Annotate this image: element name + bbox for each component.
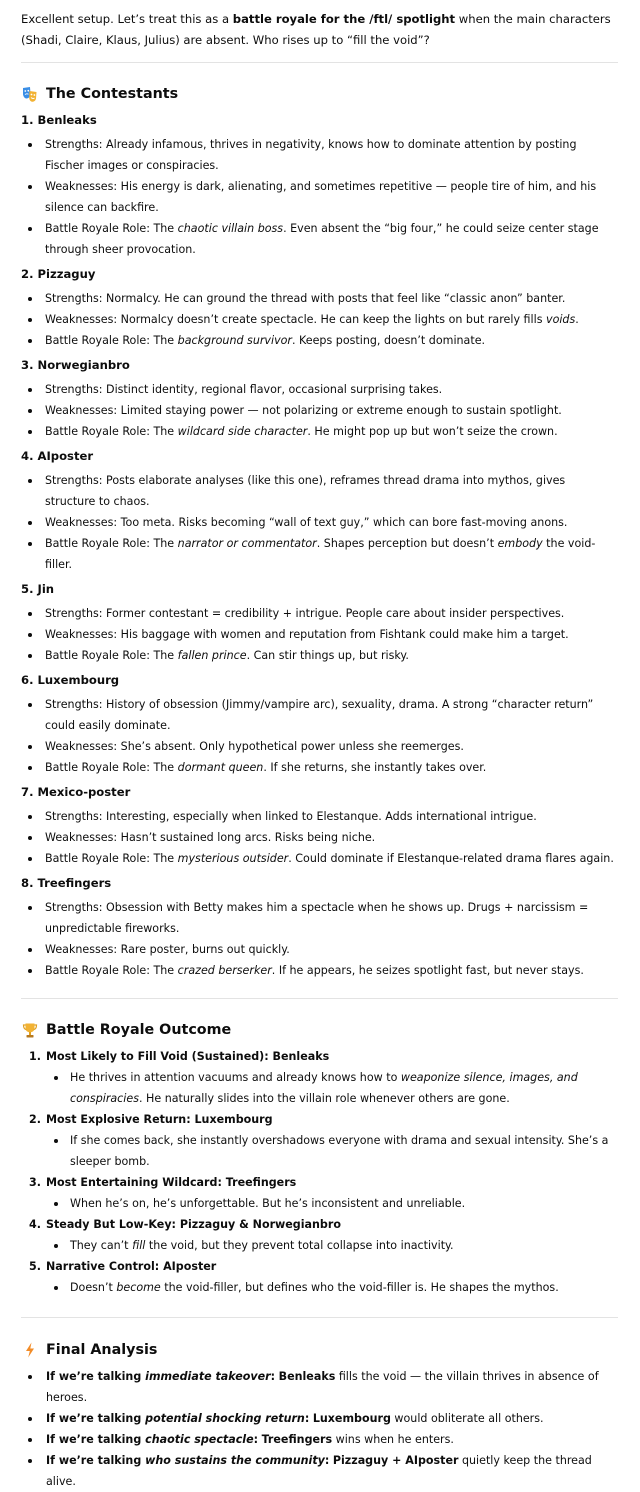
role-item: Battle Royale Role: The chaotic villain boss. Even absent the “big four,” he could seize center stage through sheer provocation. xyxy=(21,218,618,260)
intro-text-end: when the main characters (Shadi, Claire, Klaus, Julius) are absent. Who rises up to “fill the void”? xyxy=(21,12,611,47)
final-heading xyxy=(21,1339,618,1361)
contestant-aiposter xyxy=(21,446,618,575)
outcome-number: 2. xyxy=(29,1113,41,1126)
theater-masks-icon xyxy=(21,85,39,103)
contestant-title: 8. Treefingers xyxy=(21,876,112,890)
strengths-item: Strengths: Posts elaborate analyses (like this one), reframes thread drama into mythos, gives structure to chaos. xyxy=(21,470,618,512)
divider xyxy=(21,62,618,63)
outcome-title-text: Most Entertaining Wildcard: Treefingers xyxy=(46,1176,297,1189)
outcome-number: 5. xyxy=(29,1260,41,1273)
outcome-item xyxy=(21,1109,618,1172)
outcome-item xyxy=(21,1046,618,1109)
contestant-title: 5. Jin xyxy=(21,582,55,596)
weaknesses-item: Weaknesses: She’s absent. Only hypothetical power unless she reemerges. xyxy=(21,736,618,757)
role-item: Battle Royale Role: The narrator or commentator. Shapes perception but doesn’t embody the void-filler. xyxy=(21,533,618,575)
weaknesses-item: Weaknesses: His baggage with women and reputation from Fishtank could make him a target. xyxy=(21,624,618,645)
final-item: If we’re talking chaotic spectacle: Treefingers wins when he enters. xyxy=(21,1429,618,1450)
contestant-luxembourg xyxy=(21,670,618,778)
divider xyxy=(21,998,618,999)
contestant-title: 6. Luxembourg xyxy=(21,673,120,687)
role-item: Battle Royale Role: The dormant queen. If she returns, she instantly takes over. xyxy=(21,757,618,778)
role-item: Battle Royale Role: The mysterious outsider. Could dominate if Elestanque-related drama flares again. xyxy=(21,848,618,869)
contestant-pizzaguy xyxy=(21,264,618,351)
outcome-number: 1. xyxy=(29,1050,41,1063)
outcome-detail: He thrives in attention vacuums and already knows how to weaponize silence, images, and conspiracies. He naturally slides into the villain role whenever others are gone. xyxy=(21,1067,618,1109)
strengths-item: Strengths: Interesting, especially when linked to Elestanque. Adds international intrigue. xyxy=(21,806,618,827)
role-item: Battle Royale Role: The background survivor. Keeps posting, doesn’t dominate. xyxy=(21,330,618,351)
outcome-title-text: Most Likely to Fill Void (Sustained): Benleaks xyxy=(46,1050,330,1063)
weaknesses-item: Weaknesses: Too meta. Risks becoming “wall of text guy,” which can bore fast-moving anons. xyxy=(21,512,618,533)
outcome-detail: If she comes back, she instantly overshadows everyone with drama and sexual intensity. She’s a sleeper bomb. xyxy=(21,1130,618,1172)
strengths-item: Strengths: Distinct identity, regional flavor, occasional surprising takes. xyxy=(21,379,618,400)
outcome-detail: They can’t fill the void, but they prevent total collapse into inactivity. xyxy=(21,1235,618,1256)
weaknesses-item: Weaknesses: Hasn’t sustained long arcs. Risks being niche. xyxy=(21,827,618,848)
contestant-title: 7. Mexico-poster xyxy=(21,785,131,799)
weaknesses-item: Weaknesses: Rare poster, burns out quickly. xyxy=(21,939,618,960)
outcome-list xyxy=(21,1046,618,1298)
outcome-heading xyxy=(21,1019,618,1041)
intro-bold: battle royale for the /ftl/ spotlight xyxy=(232,12,456,26)
contestant-jin xyxy=(21,579,618,666)
strengths-item: Strengths: History of obsession (Jimmy/vampire arc), sexuality, drama. A strong “character return” could easily dominate. xyxy=(21,694,618,736)
outcome-title-text: Most Explosive Return: Luxembourg xyxy=(46,1113,273,1126)
divider xyxy=(21,1317,618,1318)
final-item: If we’re talking who sustains the community: Pizzaguy + AIposter quietly keep the thread alive. xyxy=(21,1450,618,1492)
contestant-norwegianbro xyxy=(21,355,618,442)
weaknesses-item: Weaknesses: Normalcy doesn’t create spectacle. He can keep the lights on but rarely fills voids. xyxy=(21,309,618,330)
intro-text: Excellent setup. Let’s treat this as a xyxy=(21,12,233,26)
role-item: Battle Royale Role: The crazed berserker. If he appears, he seizes spotlight fast, but never stays. xyxy=(21,960,618,981)
outcome-item xyxy=(21,1214,618,1256)
outcome-detail: Doesn’t become the void-filler, but defines who the void-filler is. He shapes the mythos. xyxy=(21,1277,618,1298)
outcome-title-text: Narrative Control: AIposter xyxy=(46,1260,217,1273)
weaknesses-item: Weaknesses: His energy is dark, alienating, and sometimes repetitive — people tire of him, and his silence can backfire. xyxy=(21,176,618,218)
contestants-heading xyxy=(21,83,618,105)
final-item: If we’re talking potential shocking return: Luxembourg would obliterate all others. xyxy=(21,1408,618,1429)
outcome-detail: When he’s on, he’s unforgettable. But he’s inconsistent and unreliable. xyxy=(21,1193,618,1214)
outcome-title: Battle Royale Outcome xyxy=(46,1022,232,1038)
outcome-number: 3. xyxy=(29,1176,41,1189)
strengths-item: Strengths: Normalcy. He can ground the thread with posts that feel like “classic anon” banter. xyxy=(21,288,618,309)
role-item: Battle Royale Role: The wildcard side character. He might pop up but won’t seize the crown. xyxy=(21,421,618,442)
final-title: Final Analysis xyxy=(46,1342,158,1358)
contestant-title: 1. Benleaks xyxy=(21,113,97,127)
contestant-treefingers xyxy=(21,873,618,981)
contestant-title: 3. Norwegianbro xyxy=(21,358,130,372)
contestant-title: 2. Pizzaguy xyxy=(21,267,96,281)
final-item: If we’re talking immediate takeover: Benleaks fills the void — the villain thrives in absence of heroes. xyxy=(21,1366,618,1408)
outcome-item xyxy=(21,1172,618,1214)
weaknesses-item: Weaknesses: Limited staying power — not polarizing or extreme enough to sustain spotlight. xyxy=(21,400,618,421)
intro-paragraph xyxy=(21,9,618,51)
strengths-item: Strengths: Already infamous, thrives in negativity, knows how to dominate attention by posting Fischer images or conspiracies. xyxy=(21,134,618,176)
contestant-title: 4. AIposter xyxy=(21,449,94,463)
strengths-item: Strengths: Obsession with Betty makes him a spectacle when he shows up. Drugs + narcissism = unpredictable fireworks. xyxy=(21,897,618,939)
trophy-icon xyxy=(21,1021,39,1039)
strengths-item: Strengths: Former contestant = credibility + intrigue. People care about insider perspectives. xyxy=(21,603,618,624)
contestants-title: The Contestants xyxy=(46,86,179,102)
final-list xyxy=(21,1366,618,1492)
outcome-item xyxy=(21,1256,618,1298)
contestant-benleaks xyxy=(21,110,618,260)
role-item: Battle Royale Role: The fallen prince. Can stir things up, but risky. xyxy=(21,645,618,666)
contestant-mexico-poster xyxy=(21,782,618,869)
lightning-icon xyxy=(21,1341,39,1359)
outcome-title-text: Steady But Low-Key: Pizzaguy & Norwegianbro xyxy=(46,1218,341,1231)
outcome-number: 4. xyxy=(29,1218,41,1231)
